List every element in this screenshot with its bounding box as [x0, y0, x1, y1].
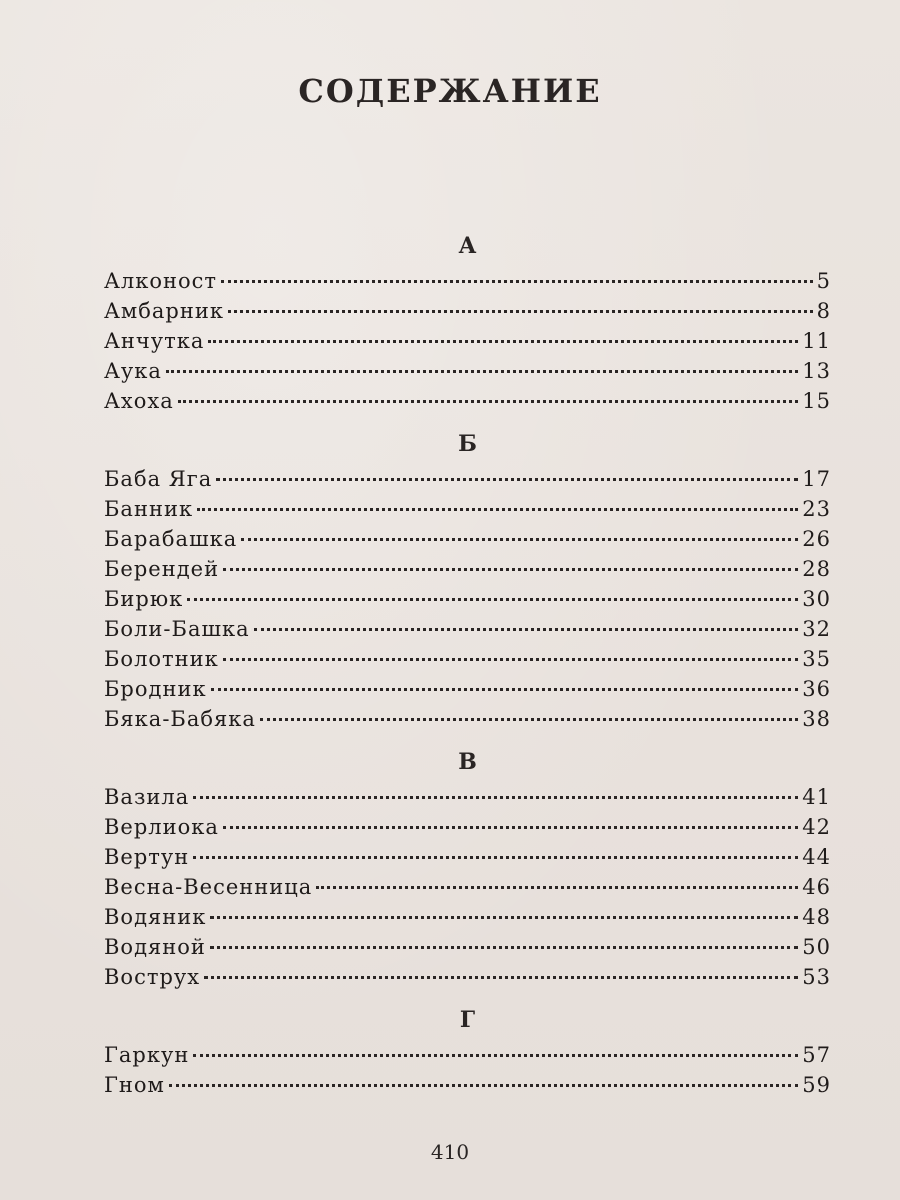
entry-page: 41: [802, 785, 831, 809]
entry-name: Водяной: [104, 935, 206, 959]
entry-name: Болотник: [104, 647, 219, 671]
page-number: 410: [430, 1140, 470, 1164]
entry-page: 50: [802, 935, 831, 959]
dot-leader: [241, 538, 798, 541]
entry-page: 44: [802, 845, 831, 869]
dot-leader: [193, 1054, 798, 1057]
table-of-contents: [104, 226, 831, 1108]
entry-name: Верлиока: [104, 815, 219, 839]
dot-leader: [208, 340, 798, 343]
dot-leader: [169, 1084, 798, 1087]
toc-entry: [104, 1040, 831, 1070]
entry-page: 15: [802, 389, 831, 413]
dot-leader: [193, 856, 798, 859]
entry-name: Баба Яга: [104, 467, 213, 491]
toc-entry: [104, 554, 831, 584]
entry-page: 32: [802, 617, 831, 641]
entry-name: Барабашка: [104, 527, 238, 551]
entry-name: Алконост: [104, 269, 218, 293]
dot-leader: [223, 568, 798, 571]
entry-page: 46: [802, 875, 831, 899]
toc-section-a: [104, 226, 831, 416]
toc-entry: [104, 524, 831, 554]
entry-name: Вертун: [104, 845, 190, 869]
dot-leader: [221, 280, 813, 283]
entry-page: 30: [802, 587, 831, 611]
toc-entry: [104, 932, 831, 962]
dot-leader: [223, 826, 798, 829]
entry-name: Анчутка: [104, 329, 205, 353]
dot-leader: [316, 886, 798, 889]
toc-entry: [104, 842, 831, 872]
toc-entry: [104, 494, 831, 524]
toc-entry: [104, 386, 831, 416]
dot-leader: [178, 400, 799, 403]
entry-page: 13: [802, 359, 831, 383]
dot-leader: [260, 718, 798, 721]
dot-leader: [166, 370, 798, 373]
entry-name: Амбарник: [104, 299, 224, 323]
dot-leader: [204, 976, 798, 979]
entry-page: 8: [816, 299, 831, 323]
section-letter: В: [458, 749, 477, 775]
entry-name: Бирюк: [104, 587, 184, 611]
entry-name: Бяка-Бабяка: [104, 707, 256, 731]
entry-name: Банник: [104, 497, 194, 521]
dot-leader: [193, 796, 798, 799]
dot-leader: [197, 508, 798, 511]
toc-entry: [104, 266, 831, 296]
toc-entry: [104, 902, 831, 932]
entry-name: Водяник: [104, 905, 207, 929]
toc-entry: [104, 644, 831, 674]
toc-entry: [104, 614, 831, 644]
toc-entry: [104, 1070, 831, 1100]
page-title: СОДЕРЖАНИЕ: [298, 72, 602, 110]
entry-name: Аука: [104, 359, 162, 383]
entry-page: 48: [802, 905, 831, 929]
entry-page: 23: [802, 497, 831, 521]
dot-leader: [210, 916, 798, 919]
entry-page: 42: [802, 815, 831, 839]
entry-page: 26: [802, 527, 831, 551]
entry-name: Весна-Весенница: [104, 875, 313, 899]
entry-page: 59: [802, 1073, 831, 1097]
toc-entry: [104, 962, 831, 992]
dot-leader: [254, 628, 799, 631]
toc-section-b: [104, 424, 831, 734]
entry-name: Вазила: [104, 785, 190, 809]
toc-entry: [104, 326, 831, 356]
entry-name: Вострух: [104, 965, 201, 989]
toc-entry: [104, 782, 831, 812]
entry-name: Ахоха: [104, 389, 174, 413]
toc-entry: [104, 674, 831, 704]
entry-page: 5: [816, 269, 831, 293]
toc-entry: [104, 704, 831, 734]
entry-page: 17: [802, 467, 831, 491]
dot-leader: [187, 598, 798, 601]
toc-section-v: [104, 742, 831, 992]
toc-section-g: [104, 1000, 831, 1100]
entry-page: 11: [802, 329, 831, 353]
toc-entry: [104, 872, 831, 902]
entry-name: Гном: [104, 1073, 165, 1097]
dot-leader: [223, 658, 798, 661]
toc-entry: [104, 584, 831, 614]
entry-page: 35: [802, 647, 831, 671]
dot-leader: [210, 946, 798, 949]
section-letter: А: [458, 233, 477, 259]
toc-entry: [104, 296, 831, 326]
entry-page: 53: [802, 965, 831, 989]
toc-entry: [104, 812, 831, 842]
section-letter: Б: [458, 431, 477, 457]
dot-leader: [211, 688, 799, 691]
toc-entry: [104, 356, 831, 386]
dot-leader: [228, 310, 813, 313]
entry-page: 38: [802, 707, 831, 731]
entry-page: 28: [802, 557, 831, 581]
toc-entry: [104, 464, 831, 494]
entry-page: 36: [802, 677, 831, 701]
entry-name: Гаркун: [104, 1043, 190, 1067]
entry-name: Бродник: [104, 677, 207, 701]
dot-leader: [216, 478, 798, 481]
section-letter: Г: [459, 1007, 476, 1033]
entry-name: Боли-Башка: [104, 617, 250, 641]
entry-page: 57: [802, 1043, 831, 1067]
entry-name: Берендей: [104, 557, 220, 581]
